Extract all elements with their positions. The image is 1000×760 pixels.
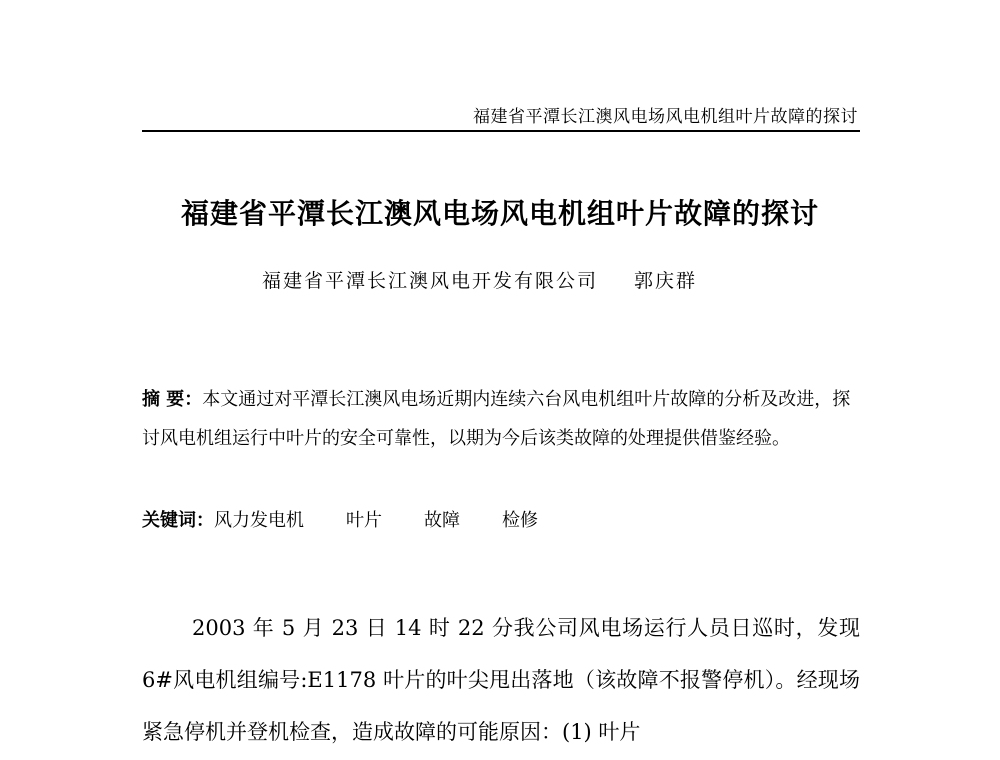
abstract-text: 本文通过对平潭长江澳风电场近期内连续六台风电机组叶片故障的分析及改进，探讨风电机组运行中叶片的安全可靠性，以期为今后该类故障的处理提供借鉴经验。 [142,389,851,449]
keyword: 风力发电机 [214,510,304,531]
abstract [142,380,860,458]
paper-title: 福建省平潭长江澳风电场风电机组叶片故障的探讨 [180,197,819,230]
keyword: 检修 [502,510,538,531]
author-name: 郭庆群 [634,270,698,292]
running-header-title: 福建省平潭长江澳风电场风电机组叶片故障的探讨 [473,107,858,127]
byline [262,266,697,293]
body-paragraph: 2003 年 5 月 23 日 14 时 22 分我公司风电场运行人员日巡时，发现 6#风电机组编号:E1178 叶片的叶尖甩出落地（该故障不报警停机）。经现场紧急停机并登机检查，造成故障的可能原因：(1) 叶片 [142,616,860,744]
running-header [142,102,860,132]
keywords-label: 关键词： [142,510,214,531]
keyword: 叶片 [346,510,382,531]
author-organization: 福建省平潭长江澳风电开发有限公司 [262,270,599,292]
abstract-label: 摘 要： [142,389,203,410]
keyword: 故障 [424,510,460,531]
keywords [142,506,580,532]
